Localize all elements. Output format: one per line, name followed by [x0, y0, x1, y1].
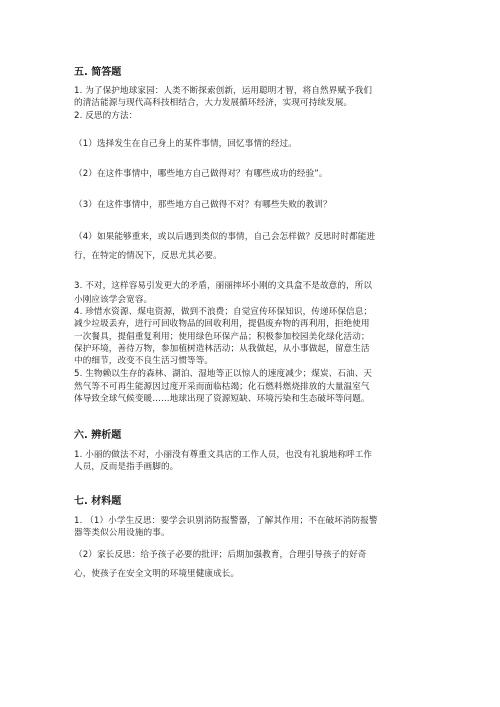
answer-4-line-5: 中的细节，改变不良生活习惯等等。	[74, 356, 214, 366]
answer-5-line-1: 5. 生物赖以生存的森林、湖泊、湿地等正以惊人的速度减少；煤炭、石油、天	[74, 369, 373, 379]
answer-1-line-1: 1. 为了保护地球家园：人类不断探索创新，运用聪明才智，将自然界赋予我们	[74, 86, 373, 96]
answer-2-item-2: （2）在这件事情中，哪些地方自己做得对？有哪些成功的经验”。	[74, 169, 328, 179]
analysis-answer-line-1: 1. 小丽的做法不对，小丽没有尊重文具店的工作人员，也没有礼貌地称呼工作	[74, 450, 373, 460]
material-answer-2-line-2: 心，使孩子在安全文明的环境里健康成长。	[74, 569, 240, 579]
section-heading-short-answer: 五. 简答题	[74, 67, 122, 78]
answer-2-item-4-line-2: 行，在特定的情况下，反思尤其必要。	[74, 251, 222, 261]
section-heading-material: 七. 材料题	[74, 496, 122, 507]
answer-2-title: 2. 反思的方法：	[74, 111, 138, 121]
material-answer-1-line-2: 器等类似公用设施的事。	[74, 528, 170, 538]
answer-4-line-3: 一次餐具，提倡重复利用；使用绿色环保产品；积极参加校园美化绿化活动；	[74, 332, 370, 342]
answer-5-line-3: 体导致全球气候变暖……地球出现了资源短缺、环境污染和生态破坏等问题。	[74, 394, 370, 404]
section-heading-analysis: 六. 辨析题	[74, 430, 122, 441]
answer-2-item-3: （3）在这件事情中，那些地方自己做得不对？有哪些失败的教训？	[74, 200, 332, 210]
answer-4-line-2: 减少垃圾丢弃，进行可回收物品的回收利用，提倡废弃物的再利用，拒绝使用	[74, 319, 370, 329]
answer-4-line-4: 保护环境，善待万物，参加植树造林活动；从我做起，从小事做起，留意生活	[74, 344, 370, 354]
answer-3-line-1: 3. 不对，这样容易引发更大的矛盾，丽丽摔坏小刚的文具盒不是故意的，所以	[74, 281, 373, 291]
analysis-answer-line-2: 人员，反而是指手画脚的。	[74, 462, 179, 472]
answer-1-line-2: 的清洁能源与现代高科技相结合，大力发展循环经济，实现可持续发展。	[74, 98, 353, 108]
material-answer-1-line-1: 1. （1）小学生反思：要学会识别消防报警器，了解其作用；不在破坏消防报警	[74, 516, 378, 526]
answer-3-line-2: 小刚应该学会宽容。	[74, 295, 153, 305]
answer-2-item-4-line-1: （4）如果能够重来，或以后遇到类似的事情，自己会怎样做？反思时时都能进	[74, 232, 376, 242]
answer-2-item-1: （1）选择发生在自己身上的某件事情，回忆事情的经过。	[74, 139, 297, 149]
answer-4-line-1: 4. 珍惜水资源、煤电资源，做到不浪费；自觉宣传环保知识，传递环保信息；	[74, 307, 373, 317]
answer-5-line-2: 然气等不可再生能源因过度开采而面临枯竭；化石燃料燃烧排放的大量温室气	[74, 382, 370, 392]
material-answer-2-line-1: （2）家长反思：给予孩子必要的批评；后期加强教育，合理引导孩子的好奇	[74, 550, 367, 560]
